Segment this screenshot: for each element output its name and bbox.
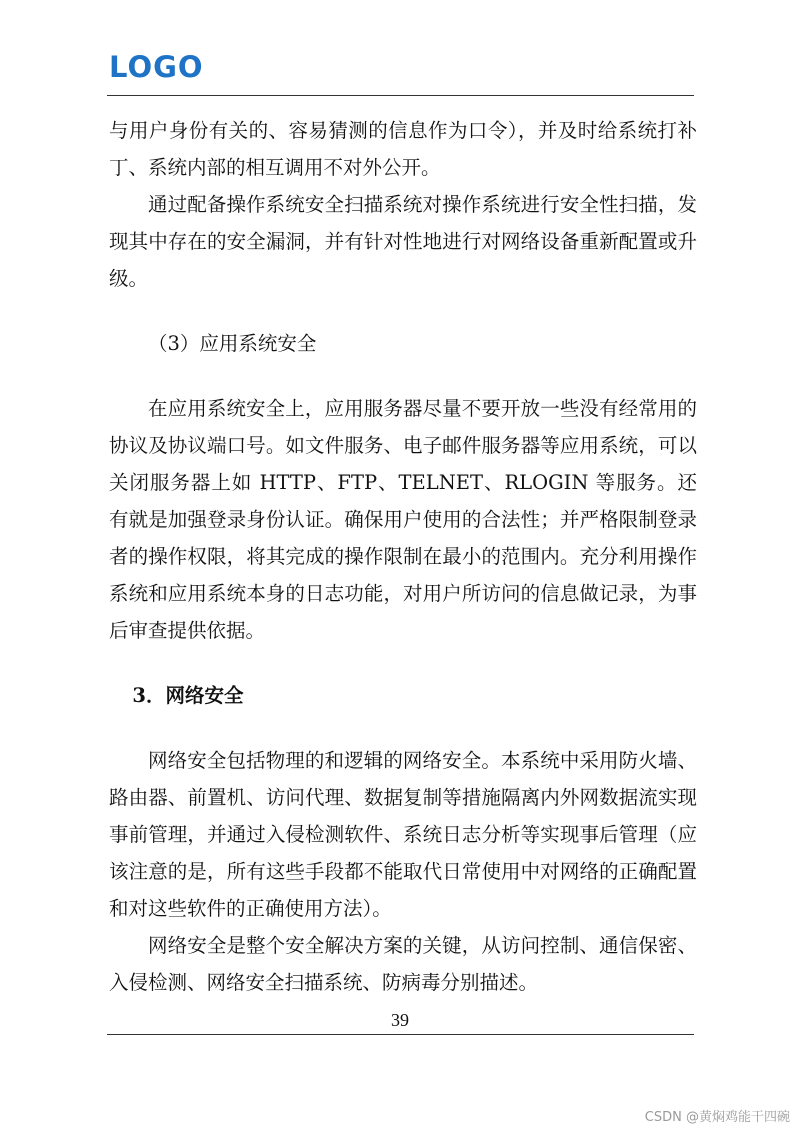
spacer — [109, 297, 697, 325]
paragraph-app-security: 在应用系统安全上，应用服务器尽量不要开放一些没有经常用的协议及协议端口号。如文件服务、电子邮件服务器等应用系统，可以关闭服务器上如 HTTP、FTP、TELNET、RLOGIN 等服务。还有就是加强登录身份认证。确保用户使用的合法性；并严格限制登录者的操作权限，将其完成的操作限制在最小的范围内。充分利用操作系统和应用系统本身的日志功能，对用户所访问的信息做记录，为事后审查提供依据。 — [109, 397, 697, 642]
spacer — [109, 649, 697, 677]
subheading-app-security: （3）应用系统安全 — [148, 332, 317, 355]
header-divider — [107, 95, 694, 96]
spacer — [109, 714, 697, 742]
document-body — [109, 112, 697, 1001]
paragraph-network-key: 网络安全是整个安全解决方案的关键，从访问控制、通信保密、入侵检测、网络安全扫描系统、防病毒分别描述。 — [109, 934, 697, 994]
section-heading-network-security: 3．网络安全 — [132, 684, 244, 707]
page-number: 39 — [391, 1010, 409, 1030]
paragraph-os-scan: 通过配备操作系统安全扫描系统对操作系统进行安全性扫描，发现其中存在的安全漏洞，并有针对性地进行对网络设备重新配置或升级。 — [109, 193, 697, 290]
paragraph-network-security: 网络安全包括物理的和逻辑的网络安全。本系统中采用防火墙、路由器、前置机、访问代理、数据复制等措施隔离内外网数据流实现事前管理，并通过入侵检测软件、系统日志分析等实现事后管理（应该注意的是，所有这些手段都不能取代日常使用中对网络的正确配置和对这些软件的正确使用方法）。 — [109, 749, 697, 920]
footer-divider — [107, 1034, 694, 1035]
paragraph-continued: 与用户身份有关的、容易猜测的信息作为口令），并及时给系统打补丁、系统内部的相互调用不对外公开。 — [109, 119, 697, 179]
watermark: CSDN @黄焖鸡能干四碗 — [644, 1110, 790, 1125]
logo: LOGO — [109, 50, 204, 84]
spacer — [109, 362, 697, 390]
